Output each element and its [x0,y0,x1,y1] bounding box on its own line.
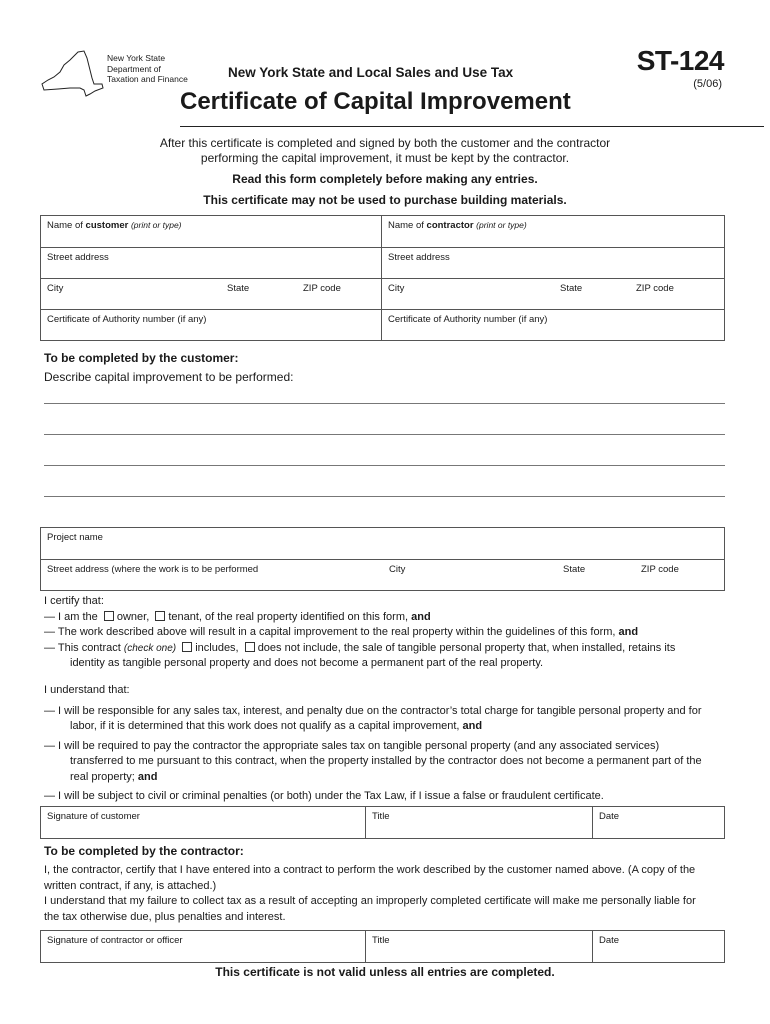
contractor-text: written contract, if any, is attached.) [44,879,217,892]
state-label: State [560,283,583,294]
field-label: Date [599,811,620,822]
customer-signature-box [40,806,725,839]
customer-street-field[interactable] [41,248,381,278]
contractor-street-field[interactable] [381,248,724,278]
field-label: Certificate of Authority number (if any) [47,314,207,325]
department-name [107,53,188,85]
dept-line: Department of [107,63,161,74]
understand-block [44,683,729,805]
contractor-title-field[interactable] [365,931,592,962]
coa-row [41,309,724,340]
owner-checkbox[interactable] [104,611,114,621]
contractor-coa-field[interactable] [381,310,724,340]
customer-signature-row [41,807,724,838]
and-text: and [411,610,431,623]
project-address-row [41,559,724,590]
customer-section-heading: To be completed by the customer: [44,351,239,365]
certify-text: identity as tangible personal property and does not become a permanent part of the real property. [70,657,544,669]
contractor-section-heading: To be completed by the contractor: [44,844,244,858]
tenant-checkbox[interactable] [155,611,165,621]
certify-block [44,594,729,672]
field-label: Signature of contractor or officer [47,935,183,946]
customer-name-field[interactable] [41,216,381,247]
field-label: City [388,283,405,294]
form-revision: (5/06) [693,78,722,90]
project-address-field[interactable] [41,560,724,590]
contractor-text: the tax otherwise due, plus penalties and interest. [44,910,286,923]
form-title: Certificate of Capital Improvement [180,88,571,115]
customer-date-field[interactable] [592,807,724,838]
certify-text: does not include, the sale of tangible personal property that, when installed, retains its [257,641,676,654]
includes-checkbox[interactable] [182,642,192,652]
field-label: Name of [47,220,86,231]
project-box [40,527,725,591]
customer-coa-field[interactable] [41,310,381,340]
certify-text: — The work described above will result in a capital improvement to the real property within the guidelines of this form, [44,626,616,638]
dept-line: New York State [107,53,166,63]
materials-notice: This certificate may not be used to purchase building materials. [203,193,567,207]
field-label: City [47,283,64,294]
city-row [41,278,724,309]
checkbox-label: includes, [195,641,239,654]
city-label: City [389,564,406,575]
contractor-signature-row [41,931,724,962]
field-label: Title [372,811,390,822]
certify-text: — I am the [44,610,98,623]
and-text: and [462,720,483,732]
certify-heading: I certify that: [44,595,104,607]
form-number: ST-124 [636,45,724,76]
street-row [41,247,724,278]
does-not-include-checkbox[interactable] [245,642,255,652]
field-hint: (print or type) [130,220,182,230]
and-text: and [618,626,639,638]
contractor-name-field[interactable] [381,216,724,247]
field-label: Street address [388,252,450,263]
contractor-city-field[interactable] [381,279,724,309]
state-label: State [227,283,250,294]
contractor-signature-box [40,930,725,963]
field-label: Street address [47,252,109,263]
customer-city-field[interactable] [41,279,381,309]
description-line[interactable] [44,465,725,466]
contractor-certify-block [44,863,729,925]
understand-text: labor, if it is determined that this work does not qualify as a capital improvement, [70,720,460,732]
checkbox-label: owner, [116,610,150,623]
certify-text: tenant, of the real property identified on this form, [168,610,409,623]
describe-label: Describe capital improvement to be performed: [44,370,294,384]
contractor-text: I understand that my failure to collect tax as a result of accepting an improperly completed certificate will make me personally liable for [44,895,696,907]
field-hint: (print or type) [476,220,527,230]
intro-text [40,136,730,166]
and-text: and [137,770,158,783]
field-label: Project name [47,532,103,543]
read-notice: Read this form completely before making any entries. [232,172,538,186]
certify-text: — This contract [44,641,121,654]
form-header [40,40,730,128]
contractor-date-field[interactable] [592,931,724,962]
contractor-signature-field[interactable] [41,931,365,962]
intro-line: After this certificate is completed and signed by both the customer and the contractor [159,136,611,150]
field-label: Signature of customer [47,811,140,822]
zip-label: ZIP code [636,283,674,294]
description-line[interactable] [44,403,725,404]
parties-box [40,215,725,341]
zip-label: ZIP code [641,564,679,575]
understand-text: — I will be responsible for any sales tax, interest, and penalty due on the contractor’s total charge for tangible personal property and for [44,704,702,717]
validity-notice: This certificate is not valid unless all entries are completed. [215,965,555,979]
contractor-text: I, the contractor, certify that I have entered into a contract to perform the work described by the customer named above. (A copy of the [44,864,696,876]
understand-heading: I understand that: [44,684,130,696]
check-hint: (check one) [123,642,177,654]
understand-text: — I will be subject to civil or criminal penalties (or both) under the Tax Law, if I issue a false or fraudulent certificate. [44,790,604,802]
field-label: Date [599,935,620,946]
field-label: Street address (where the work is to be performed [47,564,259,575]
project-name-field[interactable] [41,528,724,559]
field-label: Certificate of Authority number (if any) [388,314,548,325]
customer-title-field[interactable] [365,807,592,838]
dept-line: Taxation and Finance [107,74,188,84]
zip-label: ZIP code [303,283,341,294]
intro-line: performing the capital improvement, it must be kept by the contractor. [200,151,570,165]
state-label: State [563,564,586,575]
understand-text: real property; [70,770,135,783]
field-label: Name of [388,220,427,231]
project-name-row [41,528,724,559]
description-line[interactable] [44,434,725,435]
understand-text: — I will be required to pay the contractor the appropriate sales tax on tangible personal property (and any associated services) [44,739,660,752]
form-subtitle: New York State and Local Sales and Use Tax [228,65,514,80]
title-divider [180,126,764,127]
field-label: Title [372,935,390,946]
field-label-bold: customer [85,220,129,231]
field-label-bold: contractor [426,220,474,231]
understand-text: transferred to me pursuant to this contract, when the property installed by the contractor does not become a permanent part of the [70,755,702,767]
new-york-state-map-icon [40,50,104,98]
customer-signature-field[interactable] [41,807,365,838]
description-line[interactable] [44,496,725,497]
name-row [41,216,724,247]
